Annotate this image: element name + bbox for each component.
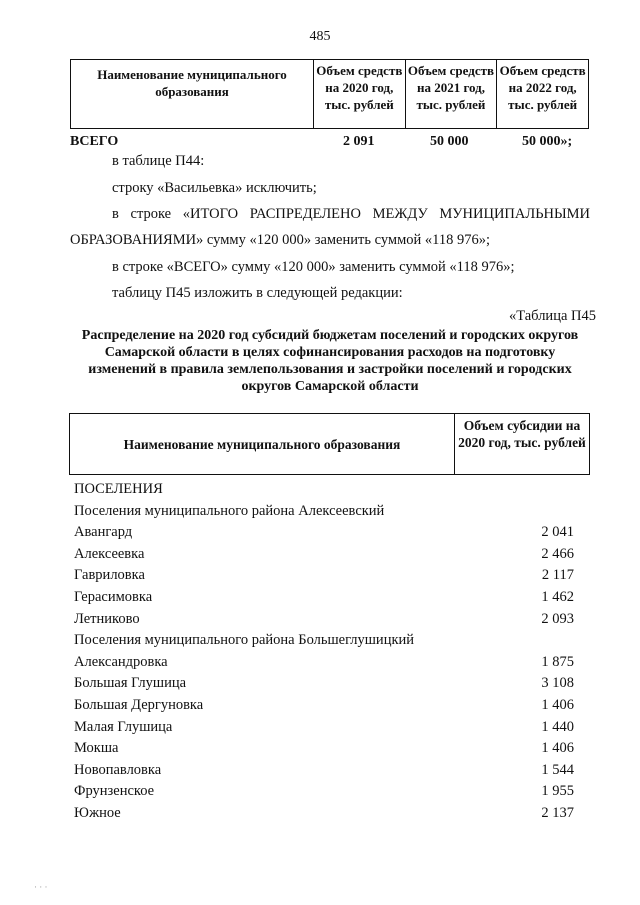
paragraph-itogo-line2: ОБРАЗОВАНИЯМИ» сумму «120 000» заменить суммой «118 976»; bbox=[70, 232, 490, 248]
total-2021: 50 000 bbox=[430, 134, 469, 149]
row-value: 1 955 bbox=[541, 783, 574, 800]
total-2022: 50 000»; bbox=[522, 134, 573, 149]
list-item bbox=[74, 673, 574, 695]
continued-table-header bbox=[70, 59, 589, 129]
row-label: Александровка bbox=[74, 653, 168, 670]
list-item bbox=[74, 587, 574, 609]
header-volume-2021: Объем средств на 2021 год, тыс. рублей bbox=[405, 60, 497, 129]
list-item bbox=[74, 522, 574, 544]
row-value: 2 137 bbox=[541, 804, 574, 821]
table-reference: «Таблица П45 bbox=[509, 308, 596, 324]
list-item bbox=[74, 803, 574, 825]
paragraph-table-p44: в таблице П44: bbox=[112, 153, 205, 169]
total-label: ВСЕГО bbox=[70, 134, 119, 149]
header-municipality-name: Наименование муниципального образования bbox=[70, 414, 455, 475]
header-subsidy-volume: Объем субсидии на 2020 год, тыс. рублей bbox=[455, 414, 590, 475]
row-label: Новопавловка bbox=[74, 761, 162, 778]
row-label: Поселения муниципального района Алексеевский bbox=[74, 502, 385, 519]
row-value: 2 117 bbox=[541, 567, 574, 584]
row-value: 1 544 bbox=[541, 761, 574, 778]
list-item bbox=[74, 479, 574, 501]
row-value: 2 466 bbox=[541, 545, 574, 562]
list-item bbox=[74, 501, 574, 523]
row-label: Летниково bbox=[74, 610, 140, 627]
list-item bbox=[74, 652, 574, 674]
row-value: 2 093 bbox=[541, 610, 574, 627]
paragraph-itogo-line1: в строке «ИТОГО РАСПРЕДЕЛЕНО МЕЖДУ МУНИЦИПАЛЬНЫМИ bbox=[112, 206, 590, 222]
list-item bbox=[74, 630, 574, 652]
row-value: 1 406 bbox=[541, 696, 574, 713]
paragraph-remove-row: строку «Васильевка» исключить; bbox=[112, 180, 317, 196]
list-item bbox=[74, 565, 574, 587]
list-item bbox=[74, 544, 574, 566]
scan-artifact: · · · bbox=[34, 882, 48, 892]
subsidy-table-header bbox=[69, 413, 590, 475]
row-value: 2 041 bbox=[541, 524, 574, 541]
row-label: Южное bbox=[74, 804, 121, 821]
row-label: Гавриловка bbox=[74, 567, 145, 584]
list-item bbox=[74, 738, 574, 760]
row-value: 3 108 bbox=[541, 675, 574, 692]
row-label: Герасимовка bbox=[74, 588, 153, 605]
header-municipality: Наименование муниципального образования bbox=[71, 60, 314, 129]
row-label: Поселения муниципального района Большеглушицкий bbox=[74, 632, 415, 649]
header-volume-2022: Объем средств на 2022 год, тыс. рублей bbox=[497, 60, 589, 129]
list-item bbox=[74, 781, 574, 803]
row-label: Фрунзенское bbox=[74, 783, 155, 800]
header-volume-2020: Объем средств на 2020 год, тыс. рублей bbox=[313, 60, 405, 129]
list-item bbox=[74, 760, 574, 782]
total-2020: 2 091 bbox=[343, 134, 375, 149]
paragraph-vsego: в строке «ВСЕГО» сумму «120 000» заменить суммой «118 976»; bbox=[112, 259, 515, 275]
row-label: Алексеевка bbox=[74, 545, 145, 562]
list-item bbox=[74, 695, 574, 717]
row-label: ПОСЕЛЕНИЯ bbox=[74, 481, 163, 497]
row-label: Авангард bbox=[74, 524, 133, 541]
row-value: 1 875 bbox=[541, 653, 574, 670]
page-number: 485 bbox=[309, 29, 331, 44]
row-value: 1 440 bbox=[541, 718, 574, 735]
row-label: Малая Глушица bbox=[74, 718, 173, 735]
subsidy-list bbox=[74, 479, 574, 825]
row-label: Мокша bbox=[74, 740, 119, 757]
list-item bbox=[74, 717, 574, 739]
row-value: 1 462 bbox=[541, 588, 574, 605]
row-label: Большая Дергуновка bbox=[74, 696, 204, 713]
paragraph-table-p45: таблицу П45 изложить в следующей редакции: bbox=[112, 285, 403, 301]
table-title: Распределение на 2020 год субсидий бюджетам поселений и городских округов Самарской области в целях софинансирования расходов на подготовку изменений в правила землепользования и застройки поселений и городских округов Самарской области bbox=[81, 328, 579, 394]
row-label: Большая Глушица bbox=[74, 675, 187, 692]
list-item bbox=[74, 609, 574, 631]
row-value: 1 406 bbox=[541, 740, 574, 757]
